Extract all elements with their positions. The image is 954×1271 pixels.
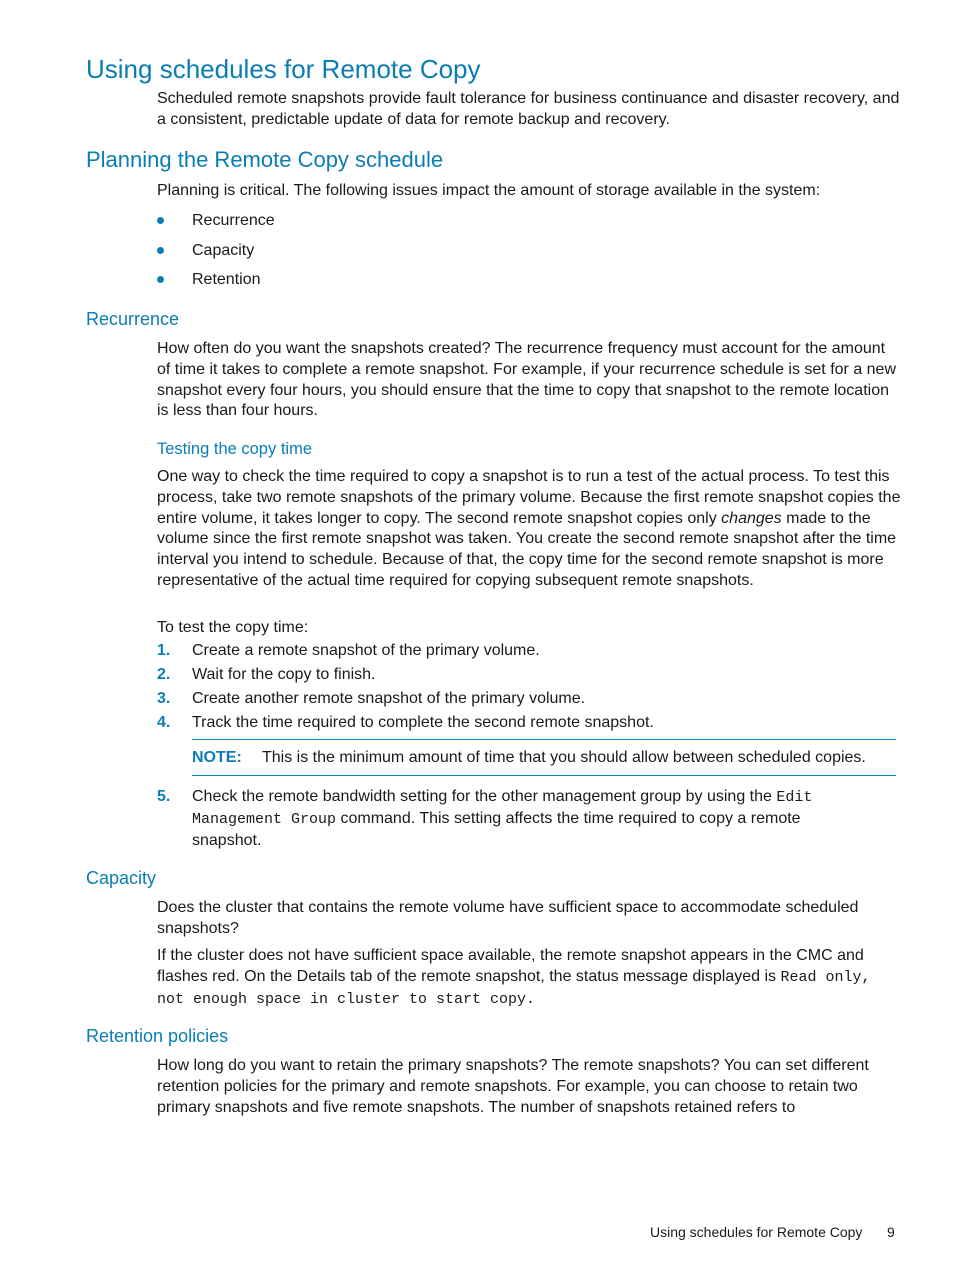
intro-paragraph: Scheduled remote snapshots provide fault tolerance for business continuance and disaster recovery, and a consistent, predictable update of data for remote backup and recovery. — [157, 90, 900, 128]
testing-body-end: made to the volume since the first remote snapshot was taken. You create the second remote snapshot after the time interval you intend to schedule. Because of that, the copy time for the second remote snapshot is more representative of the actual time required for copying subsequent remote snapshots. — [157, 509, 897, 589]
note-label: NOTE: — [192, 749, 242, 766]
testing-body-start: One way to check the time required to copy a snapshot is to run a test of the actual process. To test this process, take two remote snapshots of the primary volume. Because the first remote snapshot copies the entire volume, it takes longer to copy. The second remote snapshot copies only — [157, 468, 901, 527]
step-5-text — [192, 787, 872, 851]
capacity-p2 — [157, 946, 901, 1010]
capacity-heading: Capacity — [86, 868, 157, 888]
testing-heading: Testing the copy time — [157, 440, 312, 458]
page-number: 9 — [887, 1224, 895, 1240]
footer-section-title: Using schedules for Remote Copy — [650, 1224, 863, 1240]
step-5-end: command. This setting affects the time required to copy a remote snapshot. — [192, 809, 801, 849]
bullet-text: Recurrence — [192, 212, 275, 229]
note-text: This is the minimum amount of time that you should allow between scheduled copies. — [262, 749, 866, 766]
bullet-icon — [157, 217, 164, 224]
step-text: Track the time required to complete the second remote snapshot. — [192, 714, 654, 731]
step-number: 2. — [157, 666, 171, 683]
step-number: 5. — [157, 788, 171, 805]
bullet-text: Retention — [192, 271, 261, 288]
capacity-p2-text: If the cluster does not have sufficient space available, the remote snapshot appears in the CMC and flashes red. On the Details tab of the remote snapshot, the status message displayed is — [157, 947, 864, 985]
emphasis-changes: changes — [721, 509, 782, 527]
planning-heading: Planning the Remote Copy schedule — [86, 147, 444, 172]
step-text: Wait for the copy to finish. — [192, 666, 376, 683]
retention-heading: Retention policies — [86, 1026, 229, 1046]
testing-body — [157, 467, 901, 592]
status-message: Read only, not enough space in cluster to start copy. — [157, 968, 871, 1008]
planning-lead: Planning is critical. The following issues impact the amount of storage available in the system: — [157, 182, 821, 199]
recurrence-heading: Recurrence — [86, 309, 180, 329]
recurrence-body: How often do you want the snapshots created? The recurrence frequency must account for the amount of time it takes to complete a remote snapshot. For example, if your recurrence schedule is set for a new snapshot every four hours, you should ensure that the time to copy that snapshot to the remote location is less than four hours. — [157, 340, 897, 420]
steps-lead: To test the copy time: — [157, 619, 309, 636]
step-5-start: Check the remote bandwidth setting for the other management group by using the — [192, 788, 777, 805]
step-number: 1. — [157, 642, 171, 659]
page-title: Using schedules for Remote Copy — [86, 54, 481, 84]
step-number: 4. — [157, 714, 171, 731]
note-box — [192, 739, 896, 776]
bullet-text: Capacity — [192, 242, 255, 259]
retention-body: How long do you want to retain the primary snapshots? The remote snapshots? You can set different retention policies for the primary and remote snapshots. For example, you can choose to retain two primary snapshots and five remote snapshots. The number of snapshots retained refers to — [157, 1057, 869, 1116]
command-name: Edit Management Group — [192, 789, 813, 828]
step-number: 3. — [157, 690, 171, 707]
bullet-icon — [157, 276, 164, 283]
step-text: Create a remote snapshot of the primary volume. — [192, 642, 540, 659]
capacity-p1: Does the cluster that contains the remote volume have sufficient space to accommodate scheduled snapshots? — [157, 899, 859, 937]
step-text: Create another remote snapshot of the primary volume. — [192, 690, 586, 707]
bullet-icon — [157, 247, 164, 254]
